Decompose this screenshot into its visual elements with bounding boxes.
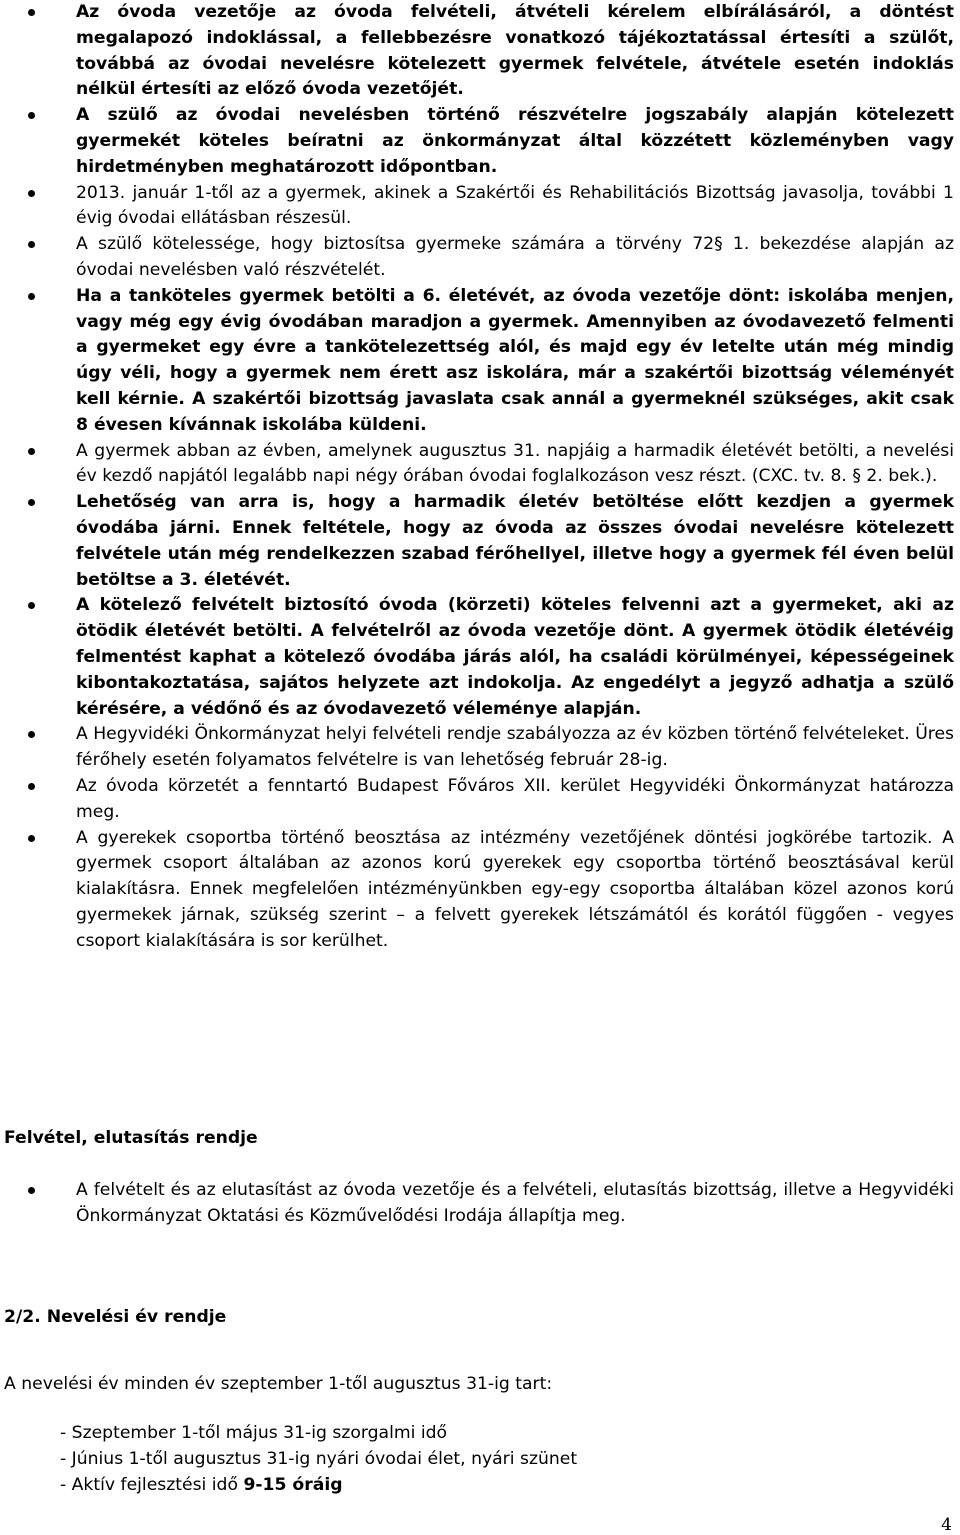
period-text: - Aktív fejlesztési idő (60, 1475, 244, 1495)
bullet-item (0, 490, 960, 593)
bullet-icon (28, 190, 35, 197)
bullet-item (0, 103, 960, 180)
bullet-item (0, 722, 960, 774)
nevelesi-ev-periods (60, 1420, 577, 1498)
felvetel-bullet-list (0, 1178, 960, 1230)
bullet-icon (28, 241, 35, 248)
bullet-item (0, 232, 960, 284)
bullet-item (0, 826, 960, 955)
period-item (60, 1472, 577, 1498)
bullet-icon (28, 112, 35, 119)
period-item (60, 1420, 577, 1446)
bullet-icon (28, 448, 35, 455)
bullet-text: A felvételt és az elutasítást az óvoda vezetője és a felvételi, elutasítás bizottság, illetve a Hegyvidéki Önkormányzat Oktatási és Közművelődési Irodája állapítja meg. (76, 1180, 954, 1226)
period-item (60, 1446, 577, 1472)
bullet-item (0, 181, 960, 233)
bullet-text: A gyerekek csoportba történő beosztása az intézmény vezetőjének döntési jogkörébe tartozik. A gyermek csoport általában az azonos korú gyerekek egy csoportba történő beosztásával kerül kialakításra. Ennek megfelelően intézményünkben egy-egy csoportba általában közel azonos korú gyermekek járnak, szükség szerint – a felvett gyerekek létszámától és korától függően - vegyes csoport kialakítására is sor kerülhet. (76, 827, 954, 951)
bullet-item (0, 0, 960, 103)
bullet-text: A kötelező felvételt biztosító óvoda (körzeti) köteles felvenni azt a gyermeket, aki az ötödik életévét betölti. A felvételről az óvoda vezetője dönt. A gyermek ötödik életévéig felmentést kaphat a kötelező óvodába járás alól, ha családi körülményei, képességeinek kibontakoztatása, sajátos helyzete azt indokolja. Az engedélyt a jegyző adhatja a szülő kérésére, a védőnő és az óvodavezető véleménye alapján. (76, 595, 954, 719)
bullet-text: Az óvoda vezetője az óvoda felvételi, átvételi kérelem elbírálásáról, a döntést megalapozó indoklással, a fellebbezésre vonatkozó tájékoztatással értesíti a szülőt, továbbá az óvodai nevelésre kötelezett gyermek felvétele, átvétele esetén indoklás nélkül értesíti az előző óvoda vezetőjét. (76, 2, 954, 100)
bullet-text: A szülő kötelessége, hogy biztosítsa gyermeke számára a törvény 72§ 1. bekezdése alapján az óvodai nevelésben való részvételét. (76, 234, 954, 280)
bullet-icon (28, 602, 35, 609)
bullet-text: A Hegyvidéki Önkormányzat helyi felvételi rendje szabályozza az év közben történő felvételeket. Üres férőhely esetén folyamatos felvételre is van lehetőség február 28-ig. (76, 724, 954, 771)
bullet-icon (28, 1187, 35, 1194)
bullet-text: A gyermek abban az évben, amelynek augusztus 31. napjáig a harmadik életévét betölti, a nevelési év kezdő napjától legalább napi négy órában óvodai foglalkozáson vesz részt. (CXC. tv. 8. § 2. bek.). (76, 440, 954, 487)
bullet-text: 2013. január 1-től az a gyermek, akinek a Szakértői és Rehabilitációs Bizottság javasolja, további 1 évig óvodai ellátásban részesül. (76, 182, 954, 229)
bullet-item (0, 774, 960, 826)
nevelesi-ev-intro: A nevelési év minden év szeptember 1-től augusztus 31-ig tart: (4, 1374, 553, 1394)
bullet-text: Az óvoda körzetét a fenntartó Budapest Főváros XII. kerület Hegyvidéki Önkormányzat határozza meg. (76, 775, 954, 822)
bullet-item (0, 1178, 960, 1230)
section-heading-felvetel: Felvétel, elutasítás rendje (4, 1128, 258, 1148)
bullet-icon (28, 731, 35, 738)
section-heading-nevelesi-ev: 2/2. Nevelési év rendje (4, 1307, 227, 1327)
period-text: - Szeptember 1-től május 31-ig szorgalmi idő (60, 1423, 448, 1443)
bullet-item (0, 439, 960, 491)
bullet-item (0, 284, 960, 439)
bullet-icon (28, 783, 35, 790)
bullet-text: Lehetőség van arra is, hogy a harmadik életév betöltése előtt kezdjen a gyermek óvodába járni. Ennek feltétele, hogy az óvoda az összes óvodai nevelésre kötelezett felvétele után még rendelkezzen szabad férőhellyel, illetve hogy a gyermek fél éven belül betöltse a 3. életévét. (76, 492, 954, 590)
bullet-text: Ha a tanköteles gyermek betölti a 6. életévét, az óvoda vezetője dönt: iskolába menjen, vagy még egy évig óvodában maradjon a gyermek. Amennyiben az óvodavezető felmenti a gyermeket egy évre a tankötelezettség alól, és majd egy év letelte után még mindig úgy véli, hogy a gyermek nem érett asz iskolára, már a szakértői bizottság véleményét kell kérnie. A szakértői bizottság javaslata csak annál a gyermeknél szükséges, akit csak 8 évesen kívánnak iskolába küldeni. (76, 285, 954, 435)
bullet-item (0, 593, 960, 722)
bullet-text: A szülő az óvodai nevelésben történő részvételre jogszabály alapján kötelezett gyermekét köteles beíratni az önkormányzat által közzétett közleményben vagy hirdetményben meghatározott időpontban. (76, 105, 954, 177)
bullet-icon (28, 293, 35, 300)
bullet-icon (28, 499, 35, 506)
bullet-icon (28, 835, 35, 842)
page-number: 4 (941, 1515, 952, 1535)
period-text-bold: 9-15 óráig (243, 1475, 343, 1495)
period-text: - Június 1-től augusztus 31-ig nyári óvodai élet, nyári szünet (60, 1449, 578, 1469)
bullet-icon (28, 9, 35, 16)
